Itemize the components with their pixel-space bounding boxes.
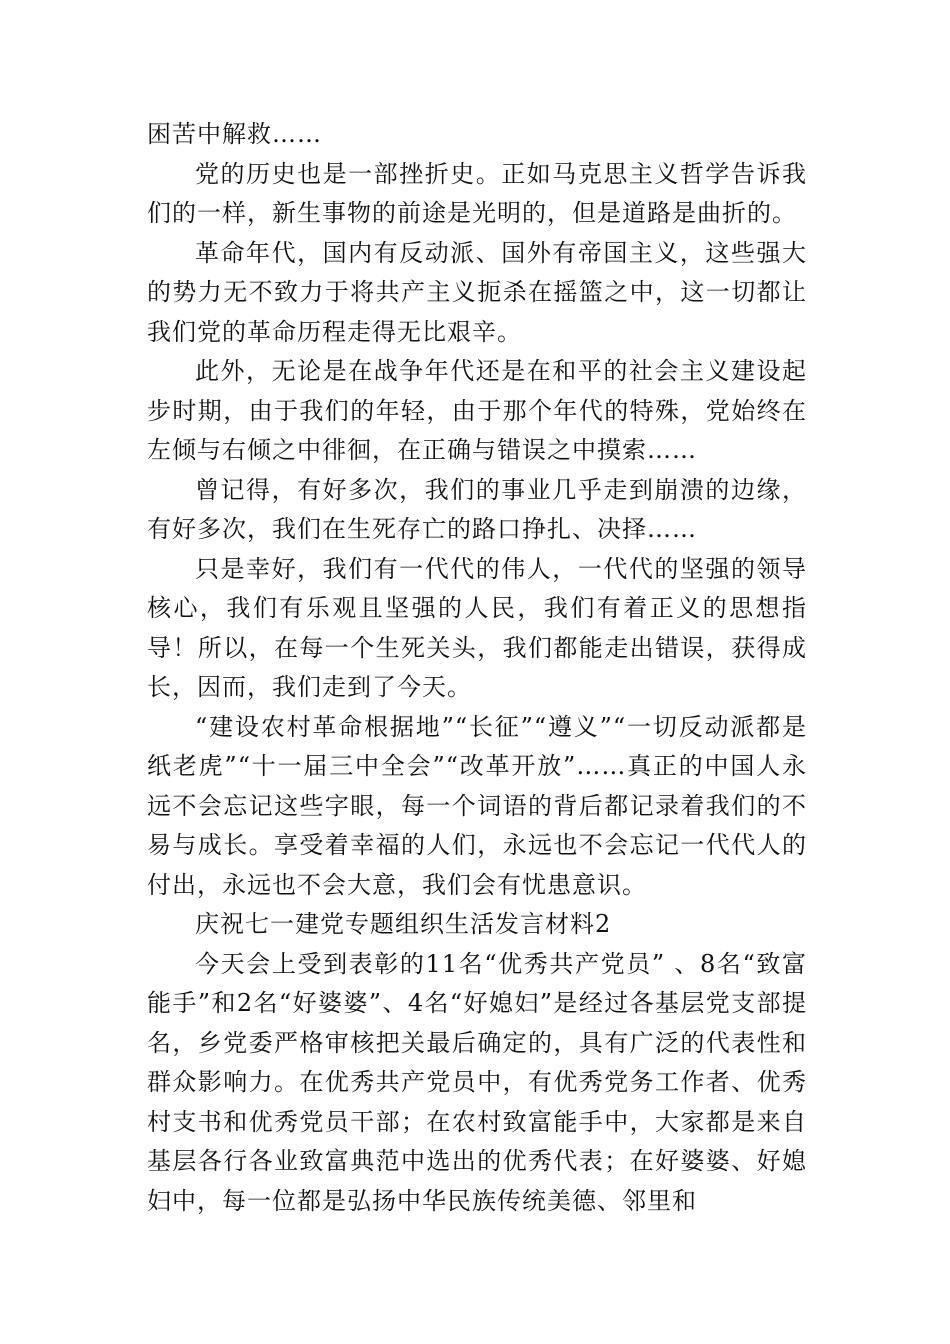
section-heading: 庆祝七一建党专题组织生活发言材料2 <box>195 910 612 938</box>
document-body <box>147 115 807 1221</box>
paragraph-commendation: 今天会上受到表彰的11名“优秀共产党员” 、8名“致富能手”和2名“好婆婆”、4名“好媳妇”是经过各基层党支部提名，乡党委严格审核把关最后确定的，具有广泛的代表性和群众影响力。在优秀共产党员中，有优秀党务工作者、优秀村支书和优秀党员干部；在农村致富能手中，大家都是来自基层各行各业致富典范中选出的优秀代表；在好婆婆、好媳妇中，每一位都是弘扬中华民族传统美德、邻里和 <box>147 949 807 1215</box>
paragraph-crisis: 曾记得，有好多次，我们的事业几乎走到崩溃的边缘，有好多次，我们在生死存亡的路口挣扎、决择…… <box>147 475 807 543</box>
paragraph-continuation: 困苦中解救…… <box>147 120 322 148</box>
paragraph-revolution-era: 革命年代，国内有反动派、国外有帝国主义，这些强大的势力无不致力于将共产主义扼杀在摇篮之中，这一切都让我们党的革命历程走得无比艰辛。 <box>147 238 807 346</box>
paragraph-exploration: 此外，无论是在战争年代还是在和平的社会主义建设起步时期，由于我们的年轻，由于那个年代的特殊，党始终在左倾与右倾之中徘徊，在正确与错误之中摸索…… <box>147 357 807 464</box>
paragraph-setbacks: 党的历史也是一部挫折史。正如马克思主义哲学告诉我们的一样，新生事物的前途是光明的，但是道路是曲折的。 <box>147 159 807 227</box>
paragraph-leadership: 只是幸好，我们有一代代的伟人，一代代的坚强的领导核心，我们有乐观且坚强的人民，我们有着正义的思想指导！所以，在每一个生死关头，我们都能走出错误，获得成长，因而，我们走到了今天。 <box>147 554 807 701</box>
paragraph-milestones: “建设农村革命根据地”“长征”“遵义”“一切反动派都是纸老虎”“十一届三中全会”“改革开放”……真正的中国人永远不会忘记这些字眼，每一个词语的背后都记录着我们的不易与成长。享受着幸福的人们，永远也不会忘记一代代人的付出，永远也不会大意，我们会有忧患意识。 <box>147 712 807 899</box>
